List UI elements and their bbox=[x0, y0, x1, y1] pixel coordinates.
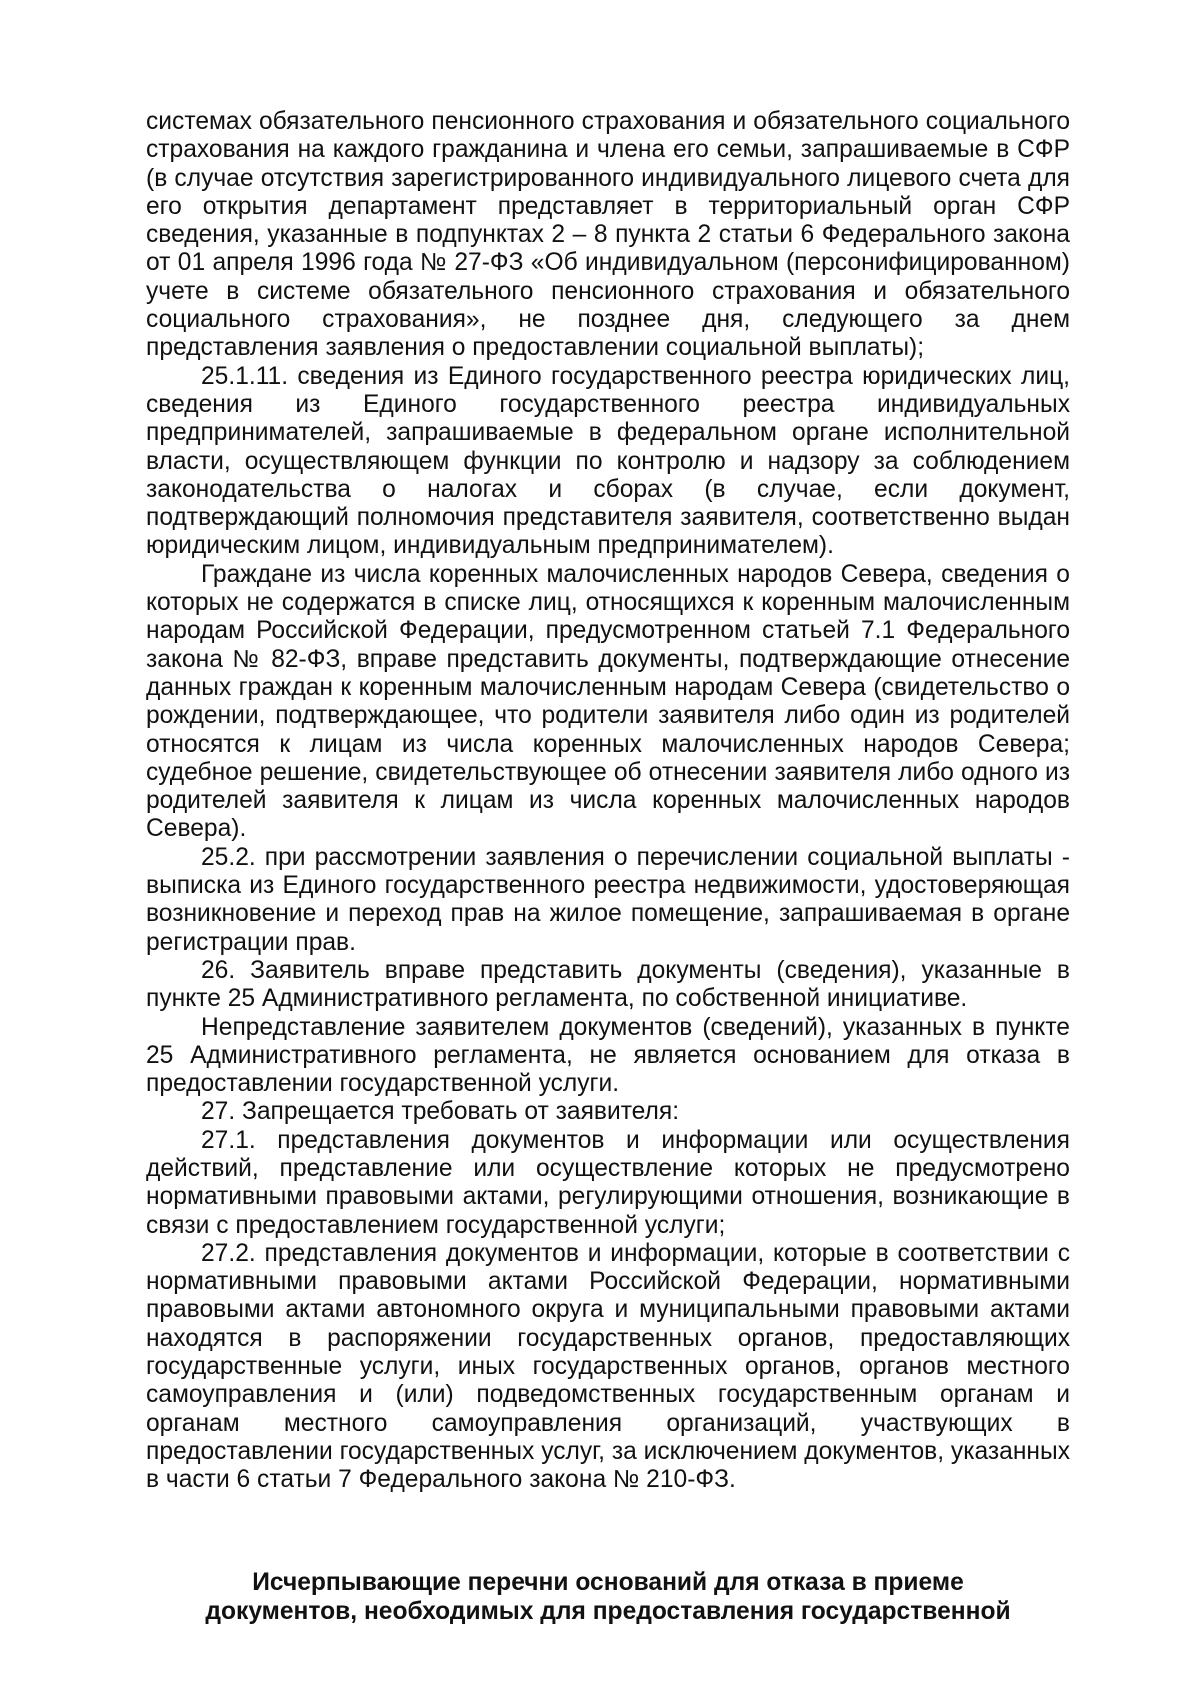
paragraph-indigenous-citizens: Граждане из числа коренных малочисленных народов Севера, сведения о которых не содержатся в списке лиц, относящихся к коренным малочисленным народам Российской Федерации, предусмотренном статьей 7.1 Федерального закона № 82-ФЗ, вправе представить документы, подтверждающие отнесение данных граждан к коренным малочисленным народам Севера (свидетельство о рождении, подтверждающее, что родители заявителя либо один из родителей относятся к лицам из числа коренных малочисленных народов Севера; судебное решение, свидетельствующее об отнесении заявителя либо одного из родителей заявителя к лицам из числа коренных малочисленных народов Севера). bbox=[146, 560, 1070, 843]
paragraph-insurance-records: системах обязательного пенсионного страхования и обязательного социального страхования на каждого гражданина и члена его семьи, запрашиваемые в СФР (в случае отсутствия зарегистрированного индивидуального лицевого счета для его открытия департамент представляет в территориальный орган СФР сведения, указанные в подпунктах 2 – 8 пункта 2 статьи 6 Федерального закона от 01 апреля 1996 года № 27-ФЗ «Об индивидуальном (персонифицированном) учете в системе обязательного пенсионного страхования и обязательного социального страхования», не позднее дня, следующего за днем представления заявления о предоставлении социальной выплаты); bbox=[146, 108, 1070, 362]
paragraph-26: 26. Заявитель вправе представить документы (сведения), указанные в пункте 25 Административного регламента, по собственной инициативе. bbox=[146, 956, 1070, 1013]
paragraph-27-2: 27.2. представления документов и информации, которые в соответствии с нормативными правовыми актами Российской Федерации, нормативными правовыми актами автономного округа и муниципальными правовыми актами находятся в распоряжении государственных органов, предоставляющих государственные услуги, иных государственных органов, органов местного самоуправления и (или) подведомственных государственным органам и органам местного самоуправления организаций, участвующих в предоставлении государственных услуг, за исключением документов, указанных в части 6 статьи 7 Федерального закона № 210-ФЗ. bbox=[146, 1239, 1070, 1494]
paragraph-non-submission: Непредставление заявителем документов (сведений), указанных в пункте 25 Административного регламента, не является основанием для отказа в предоставлении государственной услуги. bbox=[146, 1013, 1070, 1098]
section-heading-line-1: Исчерпывающие перечни оснований для отказа в приеме bbox=[252, 1569, 964, 1596]
section-heading-line-2: документов, необходимых для предоставления государственной bbox=[205, 1597, 1011, 1625]
paragraph-27: 27. Запрещается требовать от заявителя: bbox=[201, 1098, 680, 1126]
paragraph-25-2: 25.2. при рассмотрении заявления о перечислении социальной выплаты - выписка из Единого государственного реестра недвижимости, удостоверяющая возникновение и переход прав на жилое помещение, запрашиваемая в органе регистрации прав. bbox=[146, 843, 1070, 956]
section-heading bbox=[146, 1569, 1070, 1626]
paragraph-27-1: 27.1. представления документов и информации или осуществления действий, представление или осуществление которых не предусмотрено нормативными правовыми актами, регулирующими отношения, возникающие в связи с предоставлением государственной услуги; bbox=[146, 1126, 1070, 1239]
paragraph-25-1-11: 25.1.11. сведения из Единого государственного реестра юридических лиц, сведения из Единого государственного реестра индивидуальных предпринимателей, запрашиваемые в федеральном органе исполнительной власти, осуществляющем функции по контролю и надзору за соблюдением законодательства о налогах и сборах (в случае, если документ, подтверждающий полномочия представителя заявителя, соответственно выдан юридическим лицом, индивидуальным предпринимателем). bbox=[146, 362, 1070, 560]
document-body bbox=[146, 108, 1070, 1495]
